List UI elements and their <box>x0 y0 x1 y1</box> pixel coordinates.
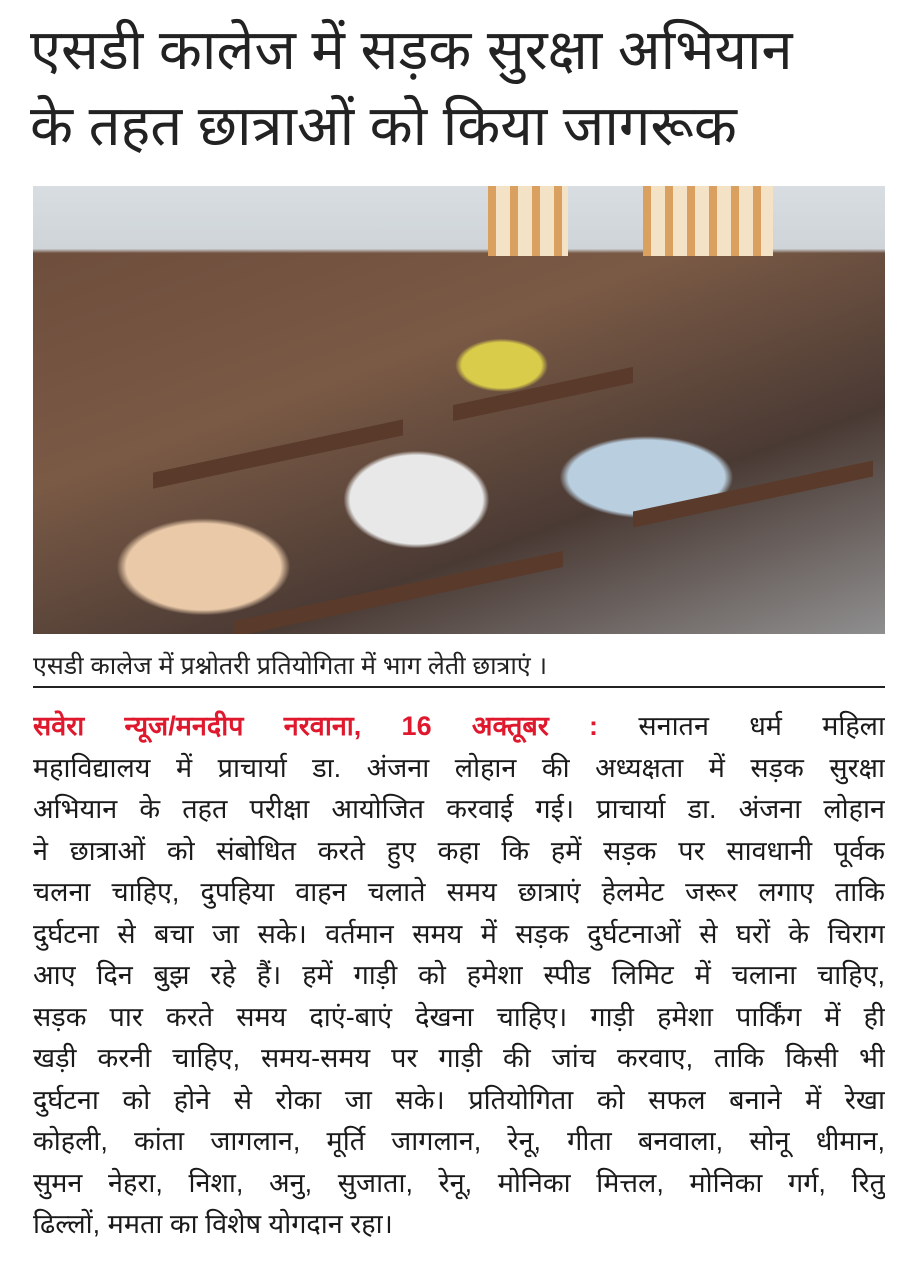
article-line: खड़ी करनी चाहिए, समय-समय पर गाड़ी की जांच करवाए, ताकि किसी भी <box>33 1043 885 1073</box>
article-line: महाविद्यालय में प्राचार्या डा. अंजना लोहान की अध्यक्षता में सड़क सुरक्षा <box>33 752 885 783</box>
article-line: दुर्घटना से बचा जा सके। वर्तमान समय में सड़क दुर्घटनाओं से घरों के चिराग <box>33 918 885 949</box>
article-line: कोहली, कांता जागलान, मूर्ति जागलान, रेनू, गीता बनवाला, सोनू धीमान, <box>33 1126 885 1156</box>
article-line: चलना चाहिए, दुपहिया वाहन चलाते समय छात्राएं हेलमेट जरूर लगाए ताकि <box>33 877 885 907</box>
article-line: ने छात्राओं को संबोधित करते हुए कहा कि हमें सड़क पर सावधानी पूर्वक <box>33 835 885 866</box>
headline-line: के तहत छात्राओं को किया जागरूक <box>30 94 737 157</box>
desk <box>233 551 563 634</box>
article-line: ढिल्लों, ममता का विशेष योगदान रहा। <box>33 1209 393 1239</box>
desk <box>453 367 633 421</box>
article-line: अभियान के तहत परीक्षा आयोजित करवाई गई। प्राचार्या डा. अंजना लोहान <box>33 794 885 824</box>
headline <box>30 12 880 164</box>
photo-caption: एसडी कालेज में प्रश्नोतरी प्रतियोगिता में भाग लेती छात्राएं । <box>33 652 548 680</box>
article-line <box>33 706 885 748</box>
article-body <box>33 706 885 1246</box>
article-line: आए दिन बुझ रहे हैं। हमें गाड़ी को हमेशा स्पीड लिमिट में चलाना चाहिए, <box>33 960 885 990</box>
dateline: सवेरा न्यूज/मनदीप नरवाना, 16 अक्तूबर : <box>33 711 599 741</box>
divider <box>33 686 885 688</box>
article-text: सनातन धर्म महिला <box>638 711 885 741</box>
article-line: सुमन नेहरा, निशा, अनु, सुजाता, रेनू, मोनिका मित्तल, मोनिका गर्ग, रितु <box>33 1167 885 1198</box>
desk <box>153 419 403 488</box>
headline-line: एसडी कालेज में सड़क सुरक्षा अभियान <box>30 18 793 81</box>
article-line: सड़क पार करते समय दाएं-बाएं देखना चाहिए। गाड़ी हमेशा पार्किंग में ही <box>33 1001 885 1032</box>
desk <box>633 460 873 527</box>
article-line: दुर्घटना को होने से रोका जा सके। प्रतियोगिता को सफल बनाने में रेखा <box>33 1084 885 1115</box>
news-photo-students-exam <box>33 186 885 634</box>
window <box>643 186 773 256</box>
window <box>488 186 568 256</box>
